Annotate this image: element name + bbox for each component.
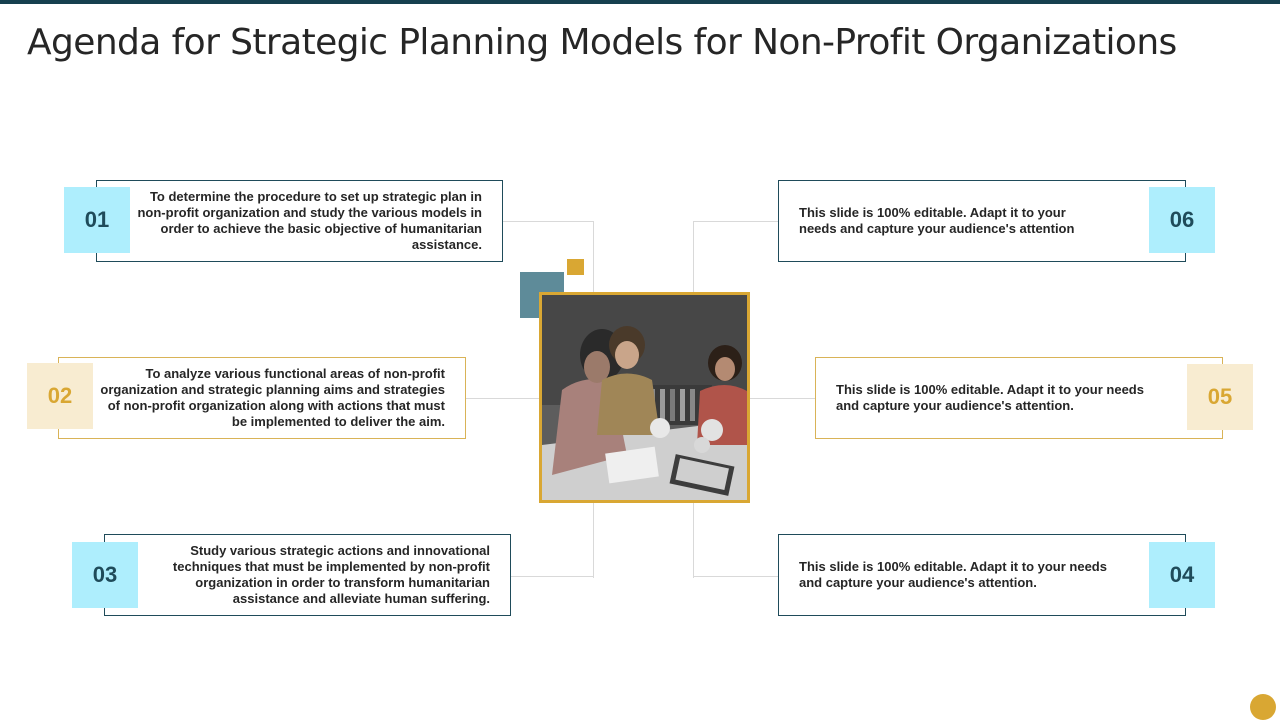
agenda-item-03-text: Study various strategic actions and innovational techniques that must be implemented by non-profit organization in order to transform humanitarian assistance and alleviate human suffering.: [172, 543, 490, 606]
agenda-item-05-card: [815, 357, 1223, 439]
page-title: Agenda for Strategic Planning Models for Non-Profit Organizations: [27, 22, 1177, 63]
connector-line: [693, 576, 779, 577]
agenda-item-05-number: 05: [1187, 364, 1253, 430]
connector-line: [511, 576, 594, 577]
photo-illustration: [542, 295, 747, 500]
agenda-item-03-number: 03: [72, 542, 138, 608]
connector-line: [466, 398, 540, 399]
agenda-item-02-number: 02: [27, 363, 93, 429]
agenda-item-04-card: [778, 534, 1186, 616]
agenda-item-06-card: [778, 180, 1186, 262]
agenda-item-01-text: To determine the procedure to set up strategic plan in non-profit organization and study the various models in order to achieve the basic objective of humanitarian assistance.: [137, 189, 482, 252]
team-meeting-photo: [539, 292, 750, 503]
connector-line: [693, 221, 779, 222]
agenda-item-04-number: 04: [1149, 542, 1215, 608]
agenda-item-04-text: This slide is 100% editable. Adapt it to your needs and capture your audience's attention.: [799, 559, 1107, 590]
connector-line: [750, 398, 816, 399]
agenda-item-03-card: [104, 534, 511, 616]
top-accent-bar: [0, 0, 1280, 4]
connector-line: [503, 221, 594, 222]
agenda-item-02-card: [58, 357, 466, 439]
decorative-square-gold: [567, 259, 584, 275]
agenda-item-06-text: This slide is 100% editable. Adapt it to your needs and capture your audience's attention: [799, 205, 1075, 236]
agenda-item-01-number: 01: [64, 187, 130, 253]
agenda-item-01-card: [96, 180, 503, 262]
agenda-item-05-text: This slide is 100% editable. Adapt it to your needs and capture your audience's attention.: [836, 382, 1144, 413]
agenda-item-02-text: To analyze various functional areas of non-profit organization and strategic planning aims and strategies of non-profit organization along with actions that must be implemented to deliver the aim.: [100, 366, 445, 429]
agenda-item-06-number: 06: [1149, 187, 1215, 253]
corner-decorative-dot: [1250, 694, 1276, 720]
